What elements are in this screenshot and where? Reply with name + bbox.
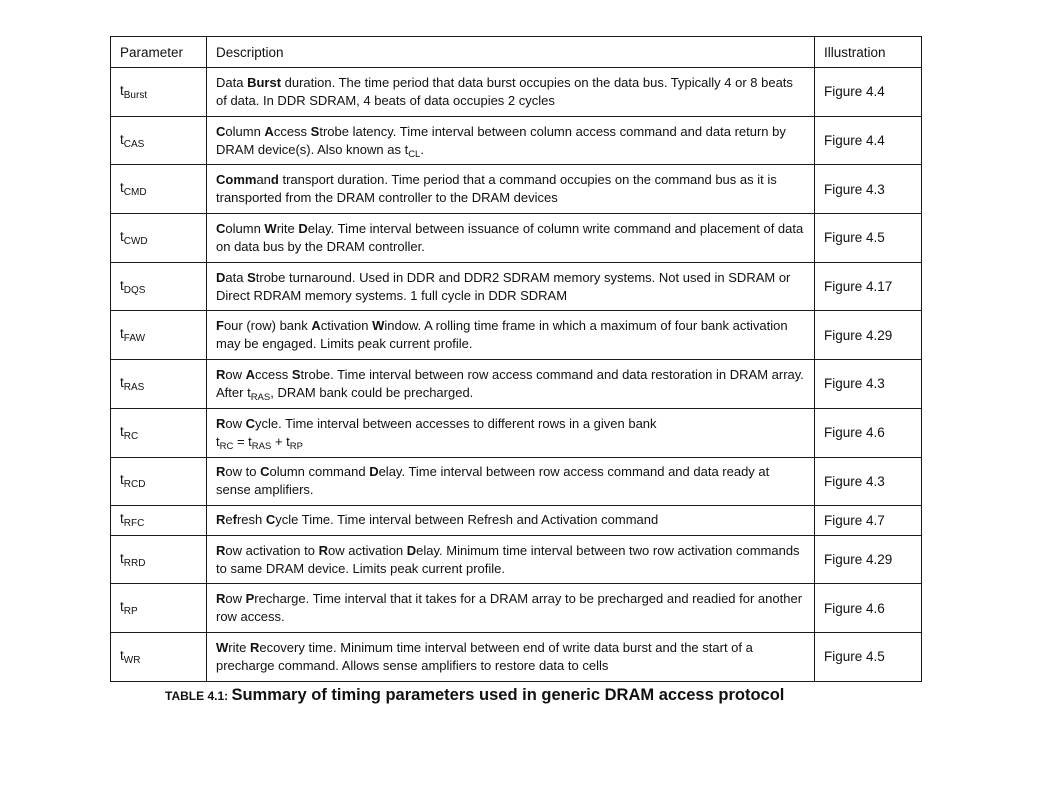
description-cell xyxy=(207,584,815,633)
description-text: rite xyxy=(228,639,250,655)
table-row xyxy=(111,165,922,214)
timing-parameters-table-wrap xyxy=(110,36,922,682)
description-text: our (row) bank xyxy=(223,318,312,334)
description-text: trobe turnaround. Used in DDR and DDR2 SDRAM memory systems. Not used in SDRAM or Direct RDRAM memory systems. 1 full cycle in DDR SDRAM xyxy=(216,269,791,303)
description-emphasis: R xyxy=(216,415,226,431)
description-emphasis: C xyxy=(260,464,270,480)
illustration-cell: Figure 4.29 xyxy=(815,535,922,584)
illustration-cell: Figure 4.29 xyxy=(815,311,922,360)
description-text: elay. Time interval between row access command and data ready at sense amplifiers. xyxy=(216,464,770,498)
description-text: ow xyxy=(225,366,246,382)
description-emphasis: R xyxy=(216,464,226,480)
parameter-cell xyxy=(111,311,207,360)
description-text: elay. Time interval between issuance of column write command and placement of data on data bus by the DRAM controller. xyxy=(216,220,804,254)
description-text: t xyxy=(216,433,220,449)
description-text: ycle Time. Time interval between Refresh and Activation command xyxy=(275,512,659,528)
description-text: ow activation to xyxy=(225,542,319,558)
description-text: resh xyxy=(236,512,266,528)
illustration-cell: Figure 4.5 xyxy=(815,214,922,263)
description-cell xyxy=(207,214,815,263)
description-emphasis: A xyxy=(311,318,321,334)
illustration-cell: Figure 4.7 xyxy=(815,506,922,536)
description-text: ow xyxy=(225,591,246,607)
description-text: ccess xyxy=(273,123,311,139)
description-emphasis: R xyxy=(216,512,226,528)
description-emphasis: S xyxy=(247,269,256,285)
parameter-symbol: t xyxy=(120,550,124,566)
description-cell xyxy=(207,535,815,584)
illustration-cell: Figure 4.6 xyxy=(815,584,922,633)
parameter-symbol: t xyxy=(120,374,124,390)
description-text: Data xyxy=(216,74,248,90)
table-row xyxy=(111,457,922,506)
description-emphasis: W xyxy=(372,318,385,334)
parameter-cell xyxy=(111,535,207,584)
description-cell xyxy=(207,506,815,536)
table-row xyxy=(111,116,922,165)
description-cell xyxy=(207,360,815,409)
description-text: ccess xyxy=(255,366,292,382)
parameter-symbol: t xyxy=(120,277,124,293)
parameter-subscript: RP xyxy=(123,606,138,618)
table-row xyxy=(111,408,922,457)
description-text: rite xyxy=(276,220,299,236)
description-emphasis: f xyxy=(232,512,237,528)
description-emphasis: S xyxy=(310,123,320,139)
parameter-symbol: t xyxy=(120,228,124,244)
parameter-subscript: RAS xyxy=(123,381,145,393)
description-emphasis: W xyxy=(216,639,229,655)
description-text: ecovery time. Minimum time interval between end of write data burst and the start of a precharge command. Allows sense amplifiers to restore data to cells xyxy=(216,639,753,673)
parameter-cell xyxy=(111,408,207,457)
description-cell xyxy=(207,408,815,457)
description-emphasis: Burst xyxy=(247,74,282,90)
parameter-symbol: t xyxy=(120,599,124,615)
description-text: ow activation xyxy=(328,542,407,558)
description-text: ycle. Time interval between accesses to different rows in a given bank xyxy=(255,415,657,431)
illustration-cell: Figure 4.5 xyxy=(815,633,922,682)
description-text: = t xyxy=(233,433,252,449)
description-cell xyxy=(207,116,815,165)
description-text: transport duration. Time period that a command occupies on the command bus as it is transported from the DRAM controller to the DRAM devices xyxy=(216,172,777,206)
description-emphasis: C xyxy=(216,123,226,139)
illustration-cell: Figure 4.6 xyxy=(815,408,922,457)
description-subscript: RAS xyxy=(250,391,271,403)
illustration-cell: Figure 4.17 xyxy=(815,262,922,311)
table-row xyxy=(111,68,922,117)
description-text: ow to xyxy=(225,464,261,480)
description-emphasis: D xyxy=(298,220,308,236)
description-subscript: RP xyxy=(289,440,303,452)
description-cell xyxy=(207,311,815,360)
parameter-subscript: WR xyxy=(123,654,141,666)
description-text: e xyxy=(225,512,233,528)
parameter-cell xyxy=(111,116,207,165)
illustration-cell: Figure 4.4 xyxy=(815,68,922,117)
parameter-subscript: CAS xyxy=(123,138,145,150)
parameter-subscript: RFC xyxy=(123,518,145,530)
description-emphasis: S xyxy=(291,366,301,382)
parameter-symbol: t xyxy=(120,472,124,488)
description-emphasis: W xyxy=(264,220,277,236)
description-emphasis: F xyxy=(216,318,224,334)
caption-text: Summary of timing parameters used in generic DRAM access protocol xyxy=(231,686,785,704)
parameter-subscript: RRD xyxy=(123,557,146,569)
description-subscript: RC xyxy=(219,440,234,452)
parameter-cell xyxy=(111,506,207,536)
parameter-symbol: t xyxy=(120,82,124,98)
description-text: + t xyxy=(271,433,290,449)
table-header-row xyxy=(111,37,922,68)
parameter-symbol: t xyxy=(120,647,124,663)
description-text: trobe. Time interval between row access command and data restoration in DRAM array. After t xyxy=(216,366,804,400)
table-row xyxy=(111,262,922,311)
parameter-symbol: t xyxy=(120,180,124,196)
description-emphasis: R xyxy=(216,366,226,382)
description-emphasis: D xyxy=(406,542,417,558)
table-caption xyxy=(165,686,784,705)
parameter-subscript: DQS xyxy=(123,284,146,296)
illustration-cell: Figure 4.4 xyxy=(815,116,922,165)
parameter-subscript: Burst xyxy=(123,89,148,101)
description-text: recharge. Time interval that it takes for a DRAM array to be precharged and readied for another row access. xyxy=(216,591,803,625)
table-row xyxy=(111,535,922,584)
description-cell xyxy=(207,165,815,214)
description-emphasis: R xyxy=(249,639,260,655)
parameter-cell xyxy=(111,633,207,682)
table-row xyxy=(111,311,922,360)
description-text: olumn xyxy=(225,123,265,139)
parameter-subscript: CWD xyxy=(123,235,148,247)
description-subscript: CL xyxy=(408,148,421,160)
parameter-subscript: CMD xyxy=(123,187,147,199)
parameter-subscript: RC xyxy=(123,430,139,442)
header-description: Description xyxy=(207,37,815,68)
description-subscript: RAS xyxy=(251,440,272,452)
header-illustration: Illustration xyxy=(815,37,922,68)
parameter-subscript: RCD xyxy=(123,479,146,491)
description-emphasis: C xyxy=(265,512,276,528)
description-cell xyxy=(207,262,815,311)
description-emphasis: C xyxy=(245,415,256,431)
header-parameter: Parameter xyxy=(111,37,207,68)
parameter-subscript: FAW xyxy=(123,333,146,345)
description-text: an xyxy=(256,172,271,188)
parameter-cell xyxy=(111,457,207,506)
description-emphasis: R xyxy=(318,542,328,558)
parameter-cell xyxy=(111,214,207,263)
description-emphasis: P xyxy=(245,591,255,607)
table-row xyxy=(111,584,922,633)
timing-parameters-table xyxy=(110,36,922,682)
description-text: elay. Minimum time interval between two row activation commands to same DRAM device. Limits peak current profile. xyxy=(216,542,800,576)
description-emphasis: C xyxy=(216,220,226,236)
description-emphasis: R xyxy=(216,591,226,607)
description-text: olumn xyxy=(225,220,265,236)
table-row xyxy=(111,633,922,682)
illustration-cell: Figure 4.3 xyxy=(815,360,922,409)
parameter-symbol: t xyxy=(120,131,124,147)
description-emphasis: D xyxy=(369,464,379,480)
parameter-cell xyxy=(111,262,207,311)
table-body xyxy=(111,68,922,682)
description-text: . xyxy=(420,141,424,157)
illustration-cell: Figure 4.3 xyxy=(815,165,922,214)
parameter-symbol: t xyxy=(120,423,124,439)
description-text: , DRAM bank could be precharged. xyxy=(270,384,474,400)
table-row xyxy=(111,360,922,409)
description-cell xyxy=(207,68,815,117)
description-text: olumn command xyxy=(269,464,370,480)
parameter-cell xyxy=(111,68,207,117)
caption-label: TABLE 4.1: xyxy=(165,689,232,703)
description-text: duration. The time period that data burst occupies on the data bus. Typically 4 or 8 beats of data. In DDR SDRAM, 4 beats of data occupies 2 cycles xyxy=(216,74,793,108)
parameter-cell xyxy=(111,165,207,214)
parameter-cell xyxy=(111,360,207,409)
description-text: ata xyxy=(225,269,248,285)
description-emphasis: D xyxy=(216,269,226,285)
description-emphasis: Comm xyxy=(216,172,257,188)
parameter-symbol: t xyxy=(120,511,124,527)
description-emphasis: d xyxy=(270,172,279,188)
description-emphasis: A xyxy=(264,123,274,139)
parameter-symbol: t xyxy=(120,326,124,342)
description-text: ctivation xyxy=(320,318,373,334)
description-emphasis: R xyxy=(216,542,226,558)
table-row xyxy=(111,506,922,536)
description-text: indow. A rolling time frame in which a maximum of four bank activation may be engaged. Limits peak current profile. xyxy=(216,318,788,352)
description-text: trobe latency. Time interval between column access command and data return by DRAM device(s). Also known as t xyxy=(216,123,786,157)
description-emphasis: A xyxy=(245,366,256,382)
description-cell xyxy=(207,633,815,682)
description-text: ow xyxy=(225,415,246,431)
illustration-cell: Figure 4.3 xyxy=(815,457,922,506)
description-cell xyxy=(207,457,815,506)
parameter-cell xyxy=(111,584,207,633)
table-row xyxy=(111,214,922,263)
